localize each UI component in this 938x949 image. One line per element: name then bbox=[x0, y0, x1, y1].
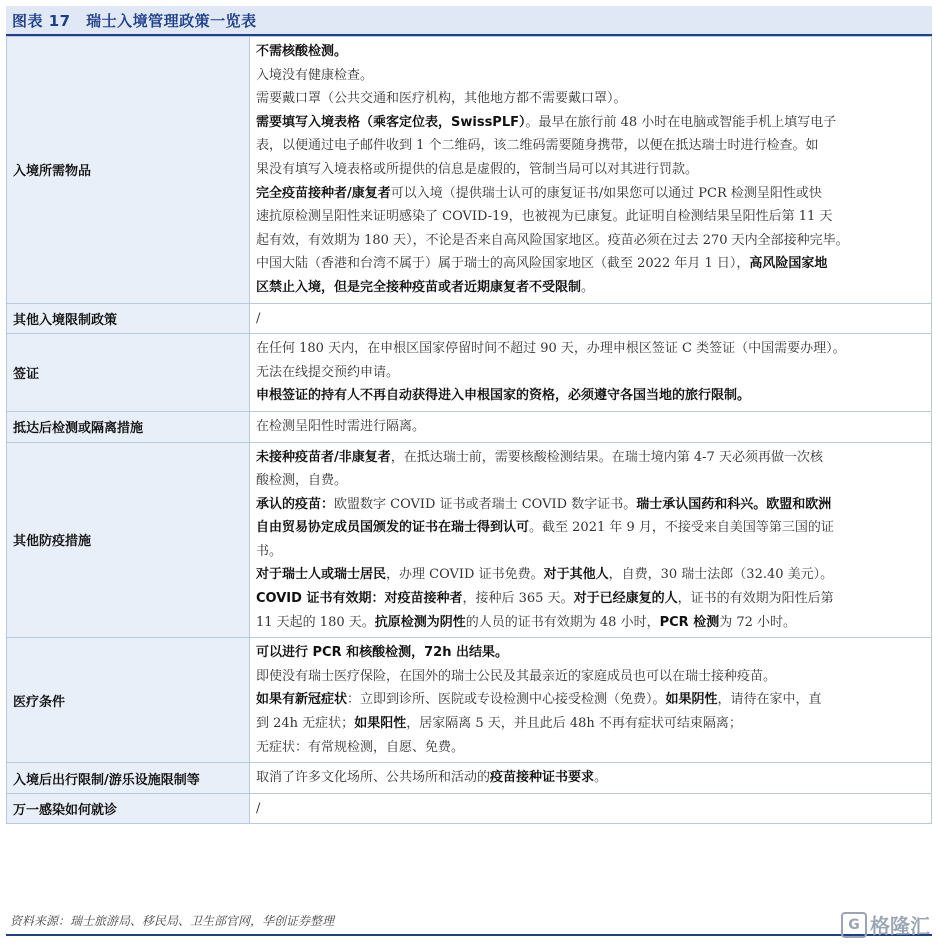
watermark-logo-icon: G bbox=[841, 912, 867, 938]
text: 表，以便通过电子邮件收到 1 个二维码，该二维码需要随身携带，以便在抵达瑞士时进行检查。如 bbox=[256, 138, 819, 154]
text: 在检测呈阳性时需进行隔离。 bbox=[256, 418, 426, 434]
text: 果没有填写入境表格或所提供的信息是虚假的，管制当局可以对其进行罚款。 bbox=[256, 161, 699, 177]
text: ，请待在家中，直 bbox=[717, 692, 822, 708]
text: ，办理 COVID 证书免费。 bbox=[386, 567, 544, 583]
text: / bbox=[256, 310, 261, 326]
row-content bbox=[250, 442, 932, 638]
content-line bbox=[256, 712, 925, 736]
table-row bbox=[7, 303, 932, 334]
content-line bbox=[256, 415, 925, 439]
table-title-bar bbox=[6, 6, 932, 36]
text: 无法在线提交预约申请。 bbox=[256, 364, 400, 380]
content-line bbox=[256, 493, 925, 517]
content-line bbox=[256, 384, 925, 408]
bold-text: 瑞士承认国药和科兴。欧盟和欧洲 bbox=[636, 496, 832, 512]
content-line bbox=[256, 516, 925, 540]
text: 速抗原检测呈阳性来证明感染了 COVID-19，也被视为已康复。此证明自检测结果呈阳性后第 11 天 bbox=[256, 209, 833, 225]
text: ，证书的有效期为阳性后第 bbox=[677, 591, 834, 607]
content-line bbox=[256, 337, 925, 361]
text: 。截至 2021 年 9 月，不接受来自美国等第三国的证 bbox=[529, 520, 834, 536]
text: ，居家隔离 5 天，并且此后 48h 不再有症状可结束隔离； bbox=[406, 716, 742, 732]
content-line bbox=[256, 229, 925, 253]
table-row bbox=[7, 793, 932, 824]
bold-text: 不需核酸检测。 bbox=[256, 44, 348, 59]
watermark-text: 格隆汇 bbox=[870, 914, 930, 938]
text: 酸检测，自费。 bbox=[256, 473, 348, 489]
row-label: 其他入境限制政策 bbox=[7, 303, 250, 334]
watermark bbox=[841, 910, 930, 939]
table-row bbox=[7, 763, 932, 794]
bold-text: 对于已经康复的人 bbox=[573, 591, 678, 607]
text: 为 72 小时。 bbox=[719, 614, 797, 630]
row-label: 抵达后检测或隔离措施 bbox=[7, 411, 250, 442]
bold-text: 需要填写入境表格（乘客定位表，SwissPLF） bbox=[256, 114, 526, 130]
bold-text: 区禁止入境，但是完全接种疫苗或者近期康复者不受限制 bbox=[256, 279, 582, 295]
text: 11 天起的 180 天。 bbox=[256, 614, 375, 630]
bold-text: 承认的疫苗： bbox=[256, 496, 335, 512]
bold-text: PCR 检测 bbox=[659, 614, 720, 630]
content-line bbox=[256, 611, 925, 635]
content-line bbox=[256, 540, 925, 564]
content-line bbox=[256, 64, 925, 88]
row-content bbox=[250, 411, 932, 442]
row-content bbox=[250, 793, 932, 824]
bold-text: COVID 证书有效期 bbox=[256, 591, 372, 607]
row-label: 万一感染如何就诊 bbox=[7, 793, 250, 824]
content-line bbox=[256, 641, 925, 665]
bold-text: 抗原检测为阴性 bbox=[374, 614, 466, 630]
content-line bbox=[256, 111, 925, 135]
row-content bbox=[250, 763, 932, 794]
content-line bbox=[256, 469, 925, 493]
content-line bbox=[256, 766, 925, 790]
content-line bbox=[256, 87, 925, 111]
content-line bbox=[256, 688, 925, 712]
content-line bbox=[256, 205, 925, 229]
text: 到 24h 无症状； bbox=[256, 716, 355, 732]
text: 可以入境（提供瑞士认可的康复证书/如果您可以通过 PCR 检测呈阳性或快 bbox=[390, 185, 822, 201]
content-line bbox=[256, 587, 925, 611]
bold-text: ： bbox=[371, 591, 385, 607]
content-line bbox=[256, 40, 925, 64]
text: 。 bbox=[594, 770, 608, 786]
bold-text: 疫苗接种证书要求 bbox=[490, 770, 595, 786]
bold-text: 未接种疫苗者/非康复者 bbox=[256, 449, 391, 465]
text: ，在抵达瑞士前，需要核酸检测结果。在瑞士境内第 4-7 天必须再做一次核 bbox=[390, 449, 823, 465]
content-line bbox=[256, 134, 925, 158]
row-content bbox=[250, 37, 932, 304]
content-line bbox=[256, 276, 925, 300]
source-note: 资料来源：瑞士旅游局、移民局、卫生部官网，华创证券整理 bbox=[10, 913, 335, 928]
source-footer bbox=[6, 906, 932, 936]
bold-text: 可以进行 PCR 和核酸检测，72h 出结果。 bbox=[256, 645, 509, 661]
bold-text: 对疫苗接种者 bbox=[384, 591, 463, 607]
table-row bbox=[7, 37, 932, 304]
text: 需要戴口罩（公共交通和医疗机构，其他地方都不需要戴口罩）。 bbox=[256, 91, 627, 107]
text: / bbox=[256, 800, 261, 816]
row-label: 医疗条件 bbox=[7, 638, 250, 763]
table-row bbox=[7, 411, 932, 442]
row-content bbox=[250, 334, 932, 412]
bold-text: 自由贸易协定成员国颁发的证书在瑞士得到认可 bbox=[256, 520, 530, 536]
text: 。最早在旅行前 48 小时在电脑或智能手机上填写电子 bbox=[525, 114, 837, 130]
bold-text: 如果阴性 bbox=[665, 692, 718, 708]
text: 取消了许多文化场所、公共场所和活动的 bbox=[256, 770, 491, 786]
content-line bbox=[256, 307, 925, 331]
bold-text: 如果阳性 bbox=[354, 716, 407, 732]
content-line bbox=[256, 361, 925, 385]
text: ：立即到诊所、医院或专设检测中心接受检测（免费）。 bbox=[347, 692, 666, 708]
content-line bbox=[256, 446, 925, 470]
row-label: 签证 bbox=[7, 334, 250, 412]
text: 书。 bbox=[256, 543, 283, 559]
bold-text: 如果有新冠症状 bbox=[256, 692, 348, 708]
text: 欧盟数字 COVID 证书或者瑞士 COVID 数字证书。 bbox=[334, 496, 637, 512]
row-label: 入境后出行限制/游乐设施限制等 bbox=[7, 763, 250, 794]
text: 的人员的证书有效期为 48 小时， bbox=[465, 614, 660, 630]
row-label: 其他防疫措施 bbox=[7, 442, 250, 638]
content-line bbox=[256, 158, 925, 182]
bold-text: 对于其他人 bbox=[543, 567, 609, 583]
text: 在任何 180 天内，在申根区国家停留时间不超过 90 天，办理申根区签证 C 类签证（中国需要办理）。 bbox=[256, 341, 846, 357]
table-row bbox=[7, 442, 932, 638]
text: 入境没有健康检查。 bbox=[256, 67, 374, 83]
content-line bbox=[256, 797, 925, 821]
content-line bbox=[256, 665, 925, 689]
table-row bbox=[7, 334, 932, 412]
row-label: 入境所需物品 bbox=[7, 37, 250, 304]
bold-text: 申根签证的持有人不再自动获得进入申根国家的资格，必须遵守各国当地的旅行限制。 bbox=[256, 388, 751, 404]
text: 无症状：有常规检测，自愿、免费。 bbox=[256, 739, 465, 755]
text: 。 bbox=[581, 279, 595, 295]
text: 起有效，有效期为 180 天），不论是否来自高风险国家地区。疫苗必须在过去 270 天内全部接种完毕。 bbox=[256, 232, 849, 248]
content-line bbox=[256, 563, 925, 587]
content-line bbox=[256, 252, 925, 276]
text: 中国大陆（香港和台湾不属于）属于瑞士的高风险国家地区（截至 2022 年月 1 日）， bbox=[256, 256, 750, 272]
bold-text: 对于瑞士人或瑞士居民 bbox=[256, 567, 387, 583]
content-line bbox=[256, 736, 925, 760]
content-line bbox=[256, 182, 925, 206]
text: ，接种后 365 天。 bbox=[462, 591, 574, 607]
text: ，自费，30 瑞士法郎（32.40 美元）。 bbox=[608, 567, 834, 583]
table-row bbox=[7, 638, 932, 763]
bold-text: 高风险国家地 bbox=[749, 256, 828, 272]
table-title: 图表 17 瑞士入境管理政策一览表 bbox=[12, 11, 257, 30]
row-content bbox=[250, 303, 932, 334]
row-content bbox=[250, 638, 932, 763]
text: 即使没有瑞士医疗保险，在国外的瑞士公民及其最亲近的家庭成员也可以在瑞士接种疫苗。 bbox=[256, 668, 777, 684]
policy-table bbox=[6, 36, 932, 824]
bold-text: 完全疫苗接种者/康复者 bbox=[256, 185, 391, 201]
